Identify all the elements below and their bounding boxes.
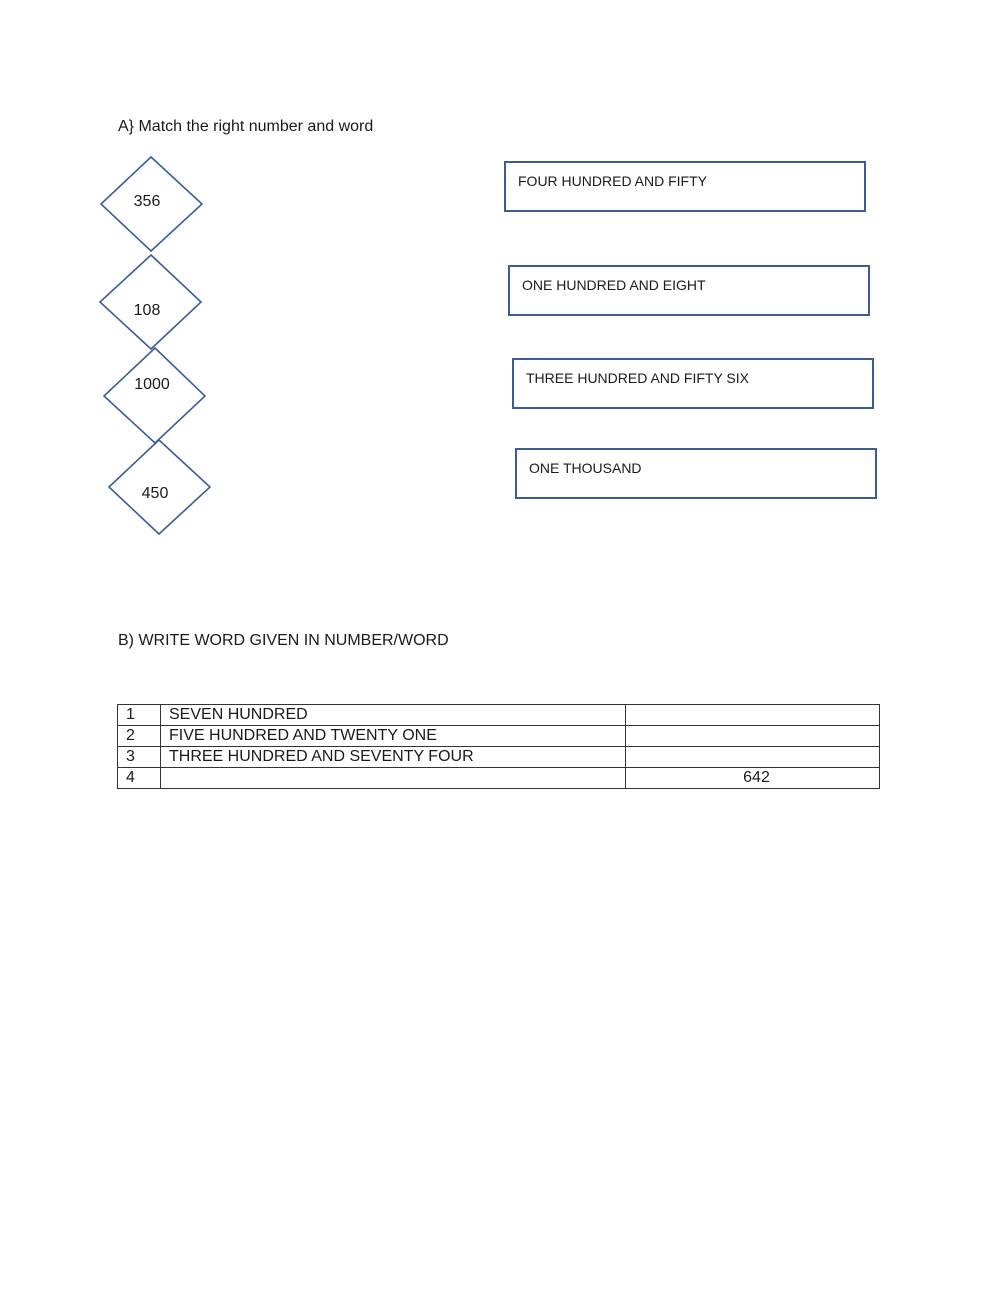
word-cell[interactable] — [161, 768, 626, 789]
number-cell[interactable] — [626, 726, 880, 747]
number-word-table — [117, 704, 880, 789]
number-cell[interactable] — [626, 747, 880, 768]
word-label: ONE HUNDRED AND EIGHT — [522, 277, 706, 293]
section-a-heading: A} Match the right number and word — [118, 118, 374, 135]
number-450[interactable]: 450 — [141, 485, 169, 502]
number-cell[interactable] — [626, 705, 880, 726]
word-cell[interactable]: SEVEN HUNDRED — [161, 705, 626, 726]
number-1000[interactable]: 1000 — [134, 376, 170, 393]
row-index: 3 — [118, 747, 161, 768]
table-row — [118, 747, 880, 768]
table-row — [118, 705, 880, 726]
table-row — [118, 768, 880, 789]
word-label: THREE HUNDRED AND FIFTY SIX — [526, 370, 749, 386]
word-box-one-thousand[interactable] — [515, 448, 877, 499]
word-cell[interactable]: FIVE HUNDRED AND TWENTY ONE — [161, 726, 626, 747]
word-label: ONE THOUSAND — [529, 460, 642, 476]
section-b-heading: B) WRITE WORD GIVEN IN NUMBER/WORD — [118, 632, 449, 649]
row-index: 4 — [118, 768, 161, 789]
word-box-four-hundred-fifty[interactable] — [504, 161, 866, 212]
number-cell[interactable]: 642 — [626, 768, 880, 789]
row-index: 1 — [118, 705, 161, 726]
diamond-1000 — [104, 348, 205, 443]
word-cell[interactable]: THREE HUNDRED AND SEVENTY FOUR — [161, 747, 626, 768]
number-108[interactable]: 108 — [133, 302, 161, 319]
word-box-three-hundred-fifty-six[interactable] — [512, 358, 874, 409]
word-label: FOUR HUNDRED AND FIFTY — [518, 173, 707, 189]
number-356[interactable]: 356 — [133, 193, 161, 210]
row-index: 2 — [118, 726, 161, 747]
word-box-one-hundred-eight[interactable] — [508, 265, 870, 316]
table-row — [118, 726, 880, 747]
